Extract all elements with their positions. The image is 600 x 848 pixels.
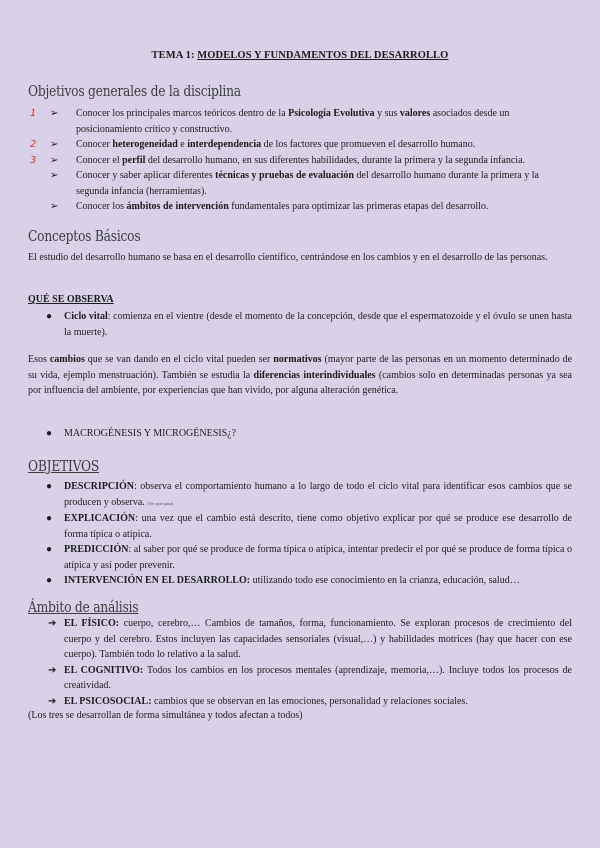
objetivos-list xyxy=(28,479,572,589)
list-item: ➢ Conocer los ámbitos de intervención fundamentales para optimizar las primeras etapas del desarrollo. xyxy=(28,199,572,215)
bullet-dot-icon: ● xyxy=(46,575,53,586)
list-item: ➔ EL FÍSICO: cuerpo, cerebro,… Cambios de tamaños, forma, funcionamiento. Se exploran procesos de crecimiento del cuerpo y del cerebro. Estos incluyen las capacidades sensoriales (visual,…) y habilidades motrices (hay que hacer con ese cuerpo). También todo lo relativo a la salud. xyxy=(48,618,572,660)
list-item: 3 ➢ Conocer el perfil del desarrollo humano, en sus diferentes habilidades, durante la primera y la segunda infancia. xyxy=(28,153,572,169)
list-item: ● INTERVENCIÓN EN EL DESARROLLO: utilizando todo ese conocimiento en la crianza, educación, salud… xyxy=(28,573,572,589)
ambito-note: (Los tres se desarrollan de forma simultánea y todos afectan a todos) xyxy=(28,710,303,721)
arrow-bullet-icon: ➢ xyxy=(50,154,59,166)
subheading-que-se-observa: QUÉ SE OBSERVA xyxy=(28,294,114,305)
heading-ambito-de-analisis: Ámbito de análisis xyxy=(28,598,139,616)
bullet-dot-icon: ● xyxy=(46,544,53,555)
arrow-bullet-icon: ➢ xyxy=(50,201,59,212)
list-item: ● EXPLICACIÓN: una vez que el cambio está descrito, tiene como objetivo explicar por qué se produce ese desarrollo de forma típica o atípica. xyxy=(46,513,572,540)
arrow-bullet-icon: ➢ xyxy=(50,108,59,119)
heading-objetivos-generales: Objetivos generales de la disciplina xyxy=(28,82,241,100)
ciclo-vital-item: ● Ciclo vital: comienza en el vientre (desde el momento de la concepción, desde que el espermatozoide y el óvulo se unen hasta la muerte). xyxy=(46,311,572,338)
list-item: ➢ Conocer y saber aplicar diferentes técnicas y pruebas de evaluación del desarrollo humano durante la primera y la segunda infancia (herramientas). xyxy=(50,170,539,197)
list-item: ● DESCRIPCIÓN: observa el comportamiento humano a lo largo de todo el ciclo vital para identificar esos cambios que se producen y observa. (Ver qué pasa) xyxy=(46,481,572,508)
list-item: ● PREDICCIÓN: al saber por qué se produce de forma típica o atípica, intentar predecir el por qué se produce de forma típica o atípica y así poder prevenir. xyxy=(46,544,572,571)
heading-conceptos-basicos: Conceptos Básicos xyxy=(28,227,141,245)
arrow-bullet-icon: ➔ xyxy=(48,664,57,676)
objetivos-generales-list xyxy=(28,106,572,215)
cambios-paragraph: Esos cambios que se van dando en el ciclo vital pueden ser normativos (mayor parte de las personas en un momento determinado de su vida, ejemplo menstruación). También se estudia la diferencias interindividuales (cambios solo en determinadas personas ya sea por influencia del ambiente, por experiencias que han vivido, por alguna alteración genética. xyxy=(28,354,573,396)
bullet-dot-icon: ● xyxy=(46,481,53,492)
list-item: 2 ➢ Conocer heterogeneidad e interdependencia de los factores que promueven el desarrollo humano. xyxy=(28,137,572,153)
bullet-dot-icon: ● xyxy=(46,428,53,439)
list-item: 1 ➢ Conocer los principales marcos teóricos dentro de la Psicología Evolutiva y sus valores asociados desde un posicionamiento crítico y constructivo. xyxy=(30,108,510,135)
arrow-bullet-icon: ➔ xyxy=(48,695,57,707)
list-item: ➔ EL COGNITIVO: Todos los cambios en los procesos mentales (aprendizaje, memoria,…). Incluye todos los procesos de creatividad. xyxy=(48,664,572,691)
arrow-bullet-icon: ➢ xyxy=(50,170,59,181)
conceptos-intro: El estudio del desarrollo humano se basa en el desarrollo científico, centrándose en los cambios y en el desarrollo de las personas. xyxy=(28,252,548,263)
page-title: TEMA 1: MODELOS Y FUNDAMENTOS DEL DESARROLLO xyxy=(151,50,449,61)
arrow-bullet-icon: ➢ xyxy=(50,139,59,150)
list-item: ➔ EL PSICOSOCIAL: cambios que se observan en las emociones, personalidad y relaciones sociales. xyxy=(28,694,572,710)
arrow-bullet-icon: ➔ xyxy=(48,618,57,629)
ambito-list xyxy=(28,616,572,709)
bullet-dot-icon: ● xyxy=(46,513,53,524)
macrogenesis-item: ● MACROGÉNESIS Y MICROGÉNESIS¿? xyxy=(28,426,572,442)
heading-objetivos: OBJETIVOS xyxy=(28,457,100,475)
bullet-dot-icon: ● xyxy=(46,311,53,322)
